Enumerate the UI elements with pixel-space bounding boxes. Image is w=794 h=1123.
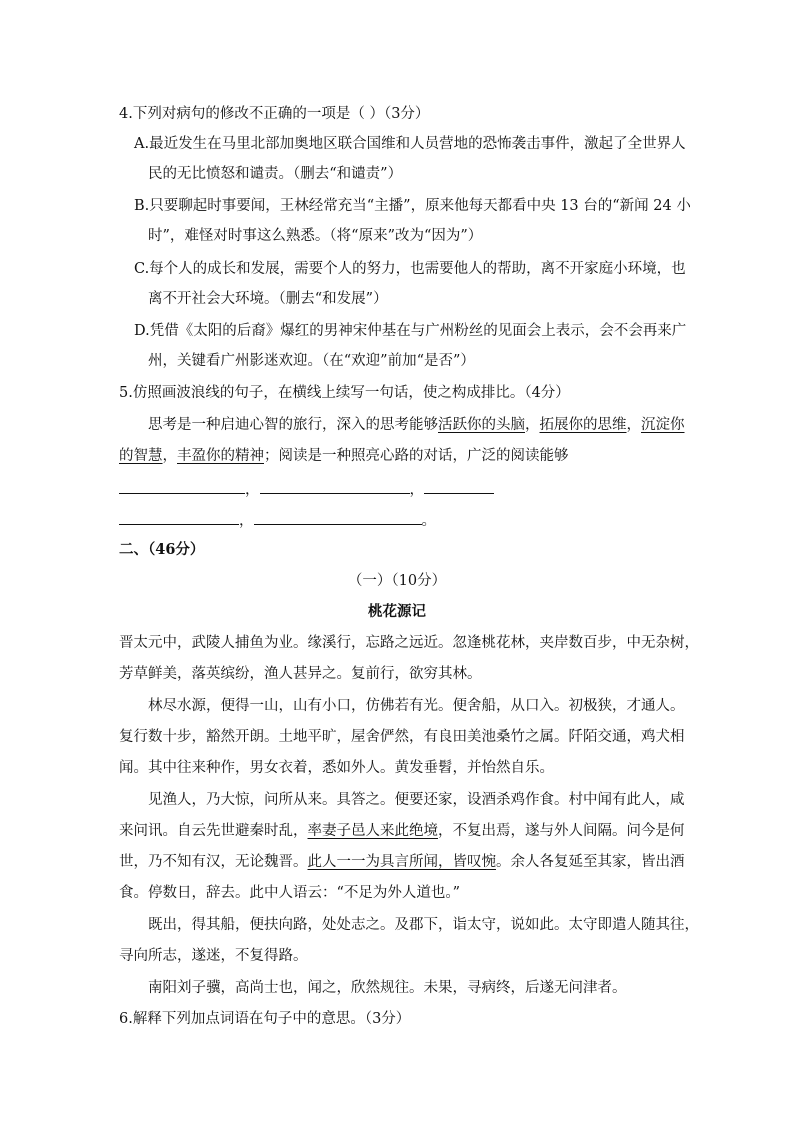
passage-p2-line1: 林尽水源，便得一山，山有小口，仿佛若有光。便舍船，从口入。初极狭，才通人。 <box>148 698 685 714</box>
q5-reading-text: ；阅读是一种照亮心路的对话，广泛的阅读能够 <box>264 448 569 464</box>
passage-p3-line2 <box>119 821 685 841</box>
q4-option-b-line1: B.只要聊起时事要闻，王林经常充当“主播”，原来他每天都看中央 13 台的“新闻 24 小 <box>134 198 691 214</box>
q5-sep: ， <box>525 417 540 433</box>
passage-p5-line1: 南阳刘子骥，高尚士也，闻之，欣然规往。未果，寻病终，后遂无问津者。 <box>148 980 627 996</box>
underlined-sentence-1: 率妻子邑人来此绝境 <box>307 823 438 839</box>
passage-text: ，不复出焉，遂与外人间隔。问今是何 <box>438 823 685 839</box>
answer-blank-5[interactable] <box>254 510 422 525</box>
q5-answer-line1 <box>119 479 494 500</box>
q4-option-d-line1: D.凭借《太阳的后裔》爆红的男神宋仲基在与广州粉丝的见面会上表示，会不会再来广 <box>134 323 687 339</box>
passage-p4-line1: 既出，得其船，便扶向路，处处志之。及郡下，诣太守，说如此。太守即遣人随其往， <box>148 917 699 933</box>
answer-blank-1[interactable] <box>119 479 245 494</box>
q5-period: 。 <box>421 513 436 529</box>
passage-text: 。余人各复延至其家，皆出酒 <box>496 854 685 870</box>
answer-blank-3[interactable] <box>424 479 494 494</box>
q5-wavy-phrase-2: 拓展你的思维 <box>539 417 627 433</box>
q4-option-a-line2: 民的无比愤怒和谴责。（删去“和谴责”） <box>148 166 403 182</box>
passage-p3-line3 <box>119 852 685 872</box>
q4-stem: 4.下列对病句的修改不正确的一项是（ ）（3分） <box>119 106 430 122</box>
q4-option-c-line1: C.每个人的成长和发展，需要个人的努力，也需要他人的帮助，离不开家庭小环境，也 <box>134 261 686 277</box>
q5-comma: ， <box>245 482 260 498</box>
underlined-sentence-2: 此人一一为具言所闻，皆叹惋 <box>307 854 496 870</box>
passage-p3-line1: 见渔人，乃大惊，问所从来。具答之。便要还家，设酒杀鸡作食。村中闻有此人，咸 <box>148 792 685 808</box>
q5-sample-text: 思考是一种启迪心智的旅行，深入的思考能够 <box>148 417 438 433</box>
section-subheading: （一）（10分） <box>347 573 447 589</box>
passage-p1-line2: 芳草鲜美，落英缤纷，渔人甚异之。复前行，欲穷其林。 <box>119 666 482 682</box>
q4-option-b-line2: 时”，难怪对时事这么熟悉。（将“原来”改为“因为”） <box>148 228 483 244</box>
q4-option-c-line2: 离不开社会大环境。（删去“和发展”） <box>148 291 388 307</box>
passage-p2-line3: 闻。其中往来种作，男女衣着，悉如外人。黄发垂髫，并怡然自乐。 <box>119 760 554 776</box>
passage-text: 世，乃不知有汉，无论魏晋。 <box>119 854 308 870</box>
q5-sample-line2 <box>119 446 569 466</box>
passage-title: 桃花源记 <box>368 603 426 620</box>
q5-stem: 5.仿照画波浪线的句子，在横线上续写一句话，使之构成排比。（4分） <box>119 385 570 401</box>
q6-stem: 6.解释下列加点词语在句子中的意思。（3分） <box>119 1011 411 1027</box>
passage-p1-line1: 晋太元中，武陵人捕鱼为业。缘溪行，忘路之远近。忽逢桃花林，夹岸数百步，中无杂树， <box>119 635 699 651</box>
passage-p4-line2: 寻向所志，遂迷，不复得路。 <box>119 948 308 964</box>
passage-p2-line2: 复行数十步，豁然开朗。土地平旷，屋舍俨然，有良田美池桑竹之属。阡陌交通，鸡犬相 <box>119 729 685 745</box>
q5-comma: ， <box>239 513 254 529</box>
q5-answer-line2 <box>119 510 436 531</box>
q5-sep: ， <box>626 417 641 433</box>
q5-wavy-phrase-4: 丰盈你的精神 <box>177 448 264 464</box>
q5-wavy-phrase-1: 活跃你的头脑 <box>438 417 525 433</box>
passage-p3-line4: 食。停数日，辞去。此中人语云：“不足为外人道也。” <box>119 885 461 901</box>
passage-text: 来问讯。自云先世避秦时乱， <box>119 823 308 839</box>
q5-comma: ， <box>409 482 424 498</box>
q5-sample-line1 <box>148 415 685 435</box>
q4-option-a-line1: A.最近发生在马里北部加奥地区联合国维和人员营地的恐怖袭击事件，激起了全世界人 <box>134 136 686 152</box>
answer-blank-4[interactable] <box>119 510 239 525</box>
section-heading: 二、（46分） <box>119 541 205 558</box>
q5-wavy-phrase-3a: 沉淀你 <box>641 417 685 433</box>
q5-sep: ， <box>162 448 177 464</box>
answer-blank-2[interactable] <box>260 479 410 494</box>
q4-option-d-line2: 州，关键看广州影迷欢迎。（在“欢迎”前加“是否”） <box>148 353 475 369</box>
q5-wavy-phrase-3b: 的智慧 <box>119 448 163 464</box>
